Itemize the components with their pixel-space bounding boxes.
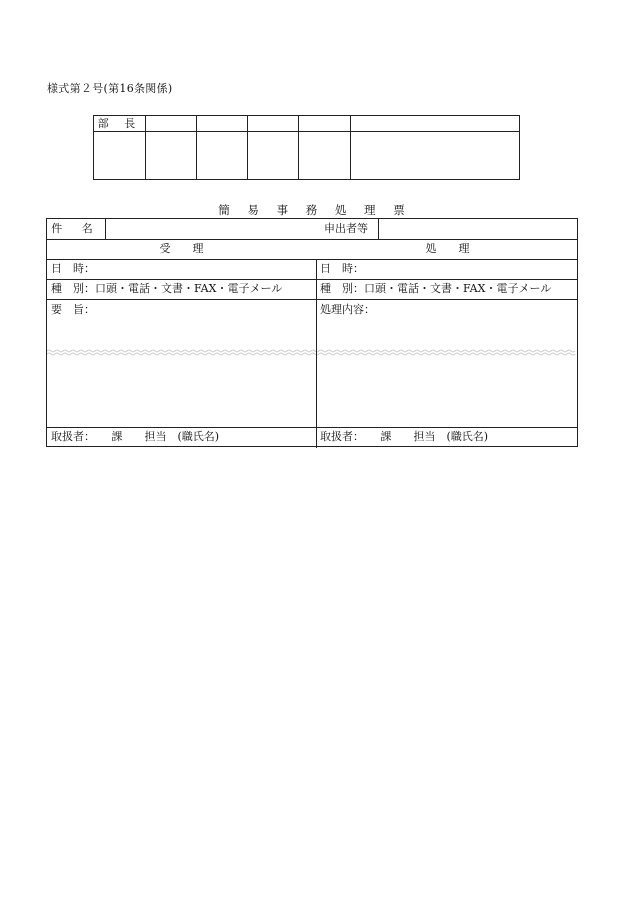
approval-column-divider xyxy=(145,116,146,179)
processing-datetime-label: 日 時： xyxy=(320,262,364,275)
row-line xyxy=(47,299,577,300)
approval-header-line xyxy=(94,131,519,132)
document-title: 簡 易 事 務 処 理 票 xyxy=(218,203,412,217)
processing-content-label: 処理内容： xyxy=(320,303,375,316)
reception-datetime-label: 日 時： xyxy=(51,262,95,275)
form-id: 様式第２号(第16条関係) xyxy=(47,82,173,95)
reception-handler-label: 取扱者： 課 担当 (職氏名) xyxy=(51,430,220,443)
processing-type-label: 種 別：口頭・電話・文書・FAX・電子メール xyxy=(320,282,552,295)
processing-handler-label: 取扱者： 課 担当 (職氏名) xyxy=(320,430,489,443)
center-divider xyxy=(316,259,317,448)
summary-label: 要 旨： xyxy=(51,303,95,316)
applicant-divider xyxy=(378,219,379,239)
row-line xyxy=(47,259,577,260)
omission-wave-line xyxy=(47,349,577,357)
processing-form xyxy=(46,218,578,447)
processing-header: 処 理 xyxy=(425,242,470,255)
approval-column-divider xyxy=(298,116,299,179)
reception-header: 受 理 xyxy=(159,242,204,255)
approval-stamp-table xyxy=(93,115,520,180)
approval-column-divider xyxy=(196,116,197,179)
subject-label: 件 名 xyxy=(51,222,101,235)
approval-column-divider xyxy=(247,116,248,179)
reception-type-label: 種 別：口頭・電話・文書・FAX・電子メール xyxy=(51,282,283,295)
subject-divider xyxy=(105,219,106,239)
applicant-label: 申出者等 xyxy=(324,222,368,235)
approval-head-label: 部 長 xyxy=(97,117,142,130)
approval-column-divider xyxy=(350,116,351,179)
